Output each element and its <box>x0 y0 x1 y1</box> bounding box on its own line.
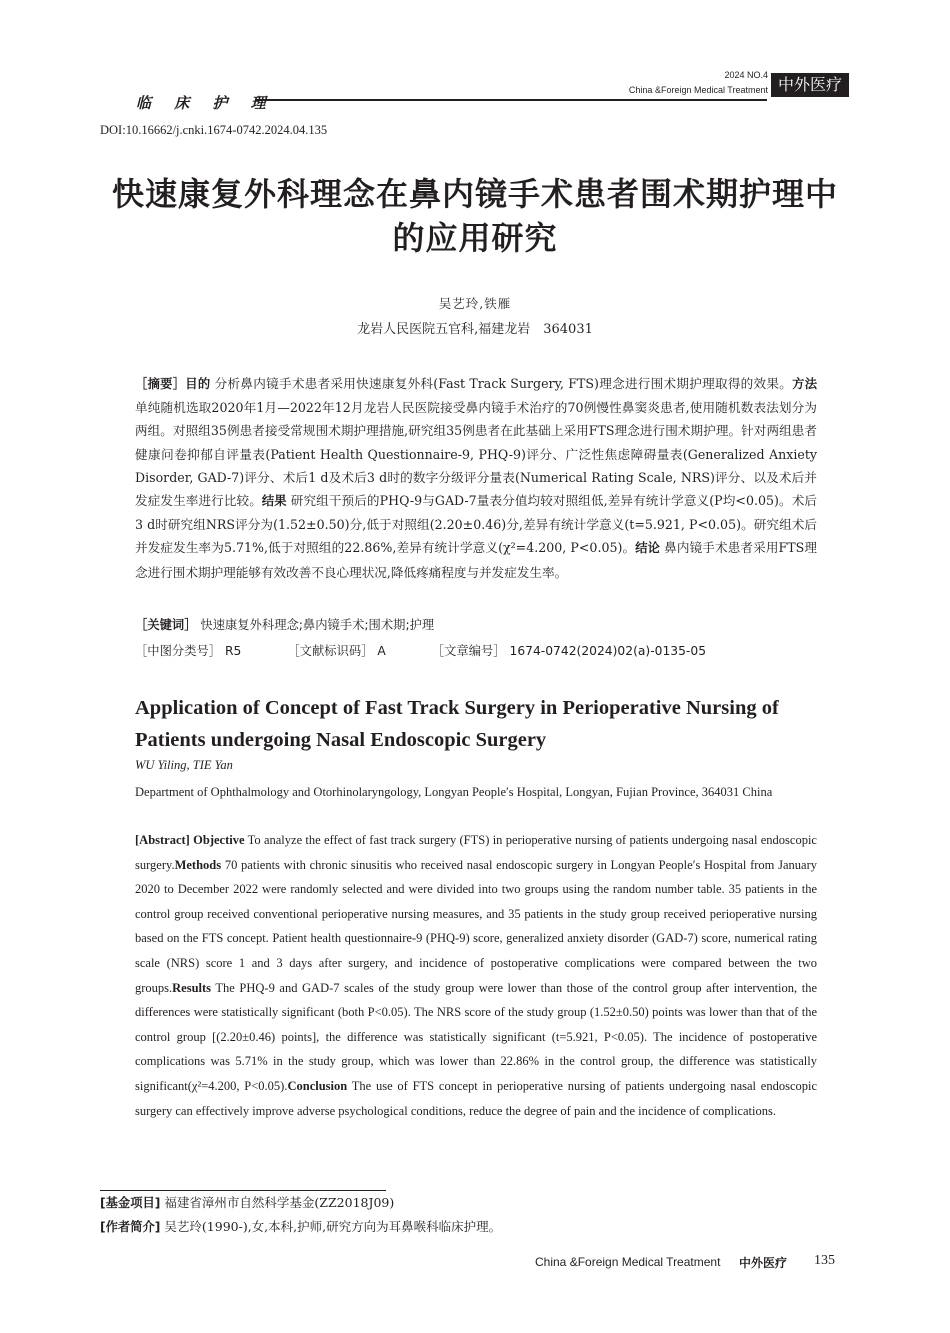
abstract-en <box>135 828 817 1123</box>
en-methods-label: Methods <box>174 857 222 872</box>
doi: DOI:10.16662/j.cnki.1674-0742.2024.04.135 <box>100 123 328 137</box>
affiliation: 龙岩人民医院五官科,福建龙岩 364031 <box>357 322 593 337</box>
methods-label: 方法 <box>792 377 817 391</box>
clc-value: R5 <box>221 644 242 658</box>
funding-footnote <box>100 1193 394 1211</box>
doc-code-label: ［文献标识码］ <box>287 644 374 658</box>
journal-name-en: China &Foreign Medical Treatment <box>628 85 768 95</box>
fund-label: [基金项目] <box>100 1196 161 1210</box>
methods-text: 单纯随机选取2020年1月—2022年12月龙岩人民医院接受鼻内镜手术治疗的70例慢性鼻窦炎患者,使用随机数表法划分为两组。对照组35例患者接受常规围术期护理措施,研究组35例患者在此基础上采用FTS理念进行围术期护理。针对两组患者健康问卷抑郁自评量表(Patient Health Questionnaire-9, PHQ-9)评分、广泛性焦虑障碍量表(Generalized Anxiety Disorder, GAD-7)评分、术后1 d及术后3 d时的数字分级评分量表(Numerical Rating Scale, NRS)评分、以及术后并发症发生率进行比较。 <box>135 400 817 509</box>
en-conclusion-text: The use of FTS concept in perioperative nursing of patients undergoing nasal endoscopic surgery can effectively improve adverse psychological conditions, reduce the degree of pain and the incidence of complications. <box>135 1078 818 1118</box>
footer-journal-cn: 中外医疗 <box>739 1256 788 1270</box>
results-text: 研究组干预后的PHQ-9与GAD-7量表分值均较对照组低,差异有统计学意义(P均<0.05)。术后3 d时研究组NRS评分为(1.52±0.50)分,低于对照组(2.20±0.46)分,差异有统计学意义(t=5.921, P<0.05)。研究组术后并发症发生率为5.71%,低于对照组的22.86%,差异有统计学意义(χ²=4.200, P<0.05)。 <box>135 493 817 556</box>
classification-line <box>135 641 835 659</box>
article-no-label: ［文章编号］ <box>431 644 506 658</box>
en-conclusion-label: Conclusion <box>287 1078 348 1093</box>
en-objective-text: To analyze the effect of fast track surgery (FTS) in perioperative nursing of patients undergoing nasal endoscopic surgery. <box>135 833 817 872</box>
section-label: 临 床 护 理 <box>136 94 275 112</box>
keywords-text: 快速康复外科理念;鼻内镜手术;围术期;护理 <box>196 618 435 632</box>
en-abstract-label: [Abstract] <box>135 833 190 847</box>
paper-title: 快速康复外科理念在鼻内镜手术患者围术期护理中的应用研究 <box>111 175 838 257</box>
abstract-cn <box>135 372 817 584</box>
author-bio-footnote <box>100 1217 501 1235</box>
footer-journal-en: China &Foreign Medical Treatment <box>535 1255 721 1269</box>
bio-label: [作者简介] <box>100 1220 161 1234</box>
page-number: 135 <box>814 1253 835 1268</box>
bio-text: 吴艺玲(1990-),女,本科,护师,研究方向为耳鼻喉科临床护理。 <box>160 1219 502 1234</box>
conclusion-text: 鼻内镜手术患者采用FTS理念进行围术期护理能够有效改善不良心理状况,降低疼痛程度与并发症发生率。 <box>135 540 817 580</box>
authors: 吴艺玲,铁雁 <box>438 296 512 311</box>
header-rule <box>255 99 767 101</box>
footnote-rule <box>100 1190 386 1191</box>
objective-label: 目的 <box>185 377 211 391</box>
issue-number: 2024 NO.4 <box>724 70 768 80</box>
en-objective-label: Objective <box>189 833 245 847</box>
conclusion-label: 结论 <box>635 541 661 556</box>
clc-label: ［中图分类号］ <box>135 644 222 658</box>
fund-text: 福建省漳州市自然科学基金(ZZ2018J09) <box>160 1195 395 1210</box>
en-results-label: Results <box>172 980 212 995</box>
abstract-label: ［摘要］ <box>135 377 186 391</box>
keywords-label: ［关键词］ <box>135 618 197 632</box>
en-results-text: The PHQ-9 and GAD-7 scales of the study group were lower than those of the control group after intervention, the differences were statistically significant (both P<0.05). The NRS score of the study group (1.52±0.50) points was lower than that of the control group [(2.20±0.46) points], the difference was statistically significant (t=5.921, P<0.05). The incidence of postoperative complications was 5.71% in the study group, which was lower than 22.86% in the control group, the difference was statistically significant(χ²=4.200, P<0.05). <box>135 980 817 1093</box>
english-affiliation: Department of Ophthalmology and Otorhinolaryngology, Longyan People′s Hospital, Longyan, Fujian Province, 364031 China <box>135 785 773 799</box>
doc-code-value: A <box>373 644 386 658</box>
english-title: Application of Concept of Fast Track Surgery in Perioperative Nursing of Patients undergoing Nasal Endoscopic Surgery <box>135 697 779 751</box>
objective-text: 分析鼻内镜手术患者采用快速康复外科(Fast Track Surgery, FTS)理念进行围术期护理取得的效果。 <box>210 376 793 391</box>
journal-logo: 中外医疗 <box>771 73 849 97</box>
article-no-value: 1674-0742(2024)02(a)-0135-05 <box>505 644 707 658</box>
keywords <box>135 615 817 633</box>
results-label: 结果 <box>261 494 287 509</box>
en-methods-text: 70 patients with chronic sinusitis who received nasal endoscopic surgery in Longyan People′s Hospital from January 2020 to December 2022 were randomly selected and were divided into two groups using the random number table. 35 patients in the control group received conventional perioperative nursing measures, and 35 patients in the study group received perioperative nursing based on the FTS concept. Patient health questionnaire-9 (PHQ-9) score, generalized anxiety disorder (GAD-7) score, numerical rating scale (NRS) score 1 and 3 days after surgery, and incidence of postoperative complications were compared between the two groups. <box>135 857 817 995</box>
english-authors: WU Yiling, TIE Yan <box>135 758 233 772</box>
